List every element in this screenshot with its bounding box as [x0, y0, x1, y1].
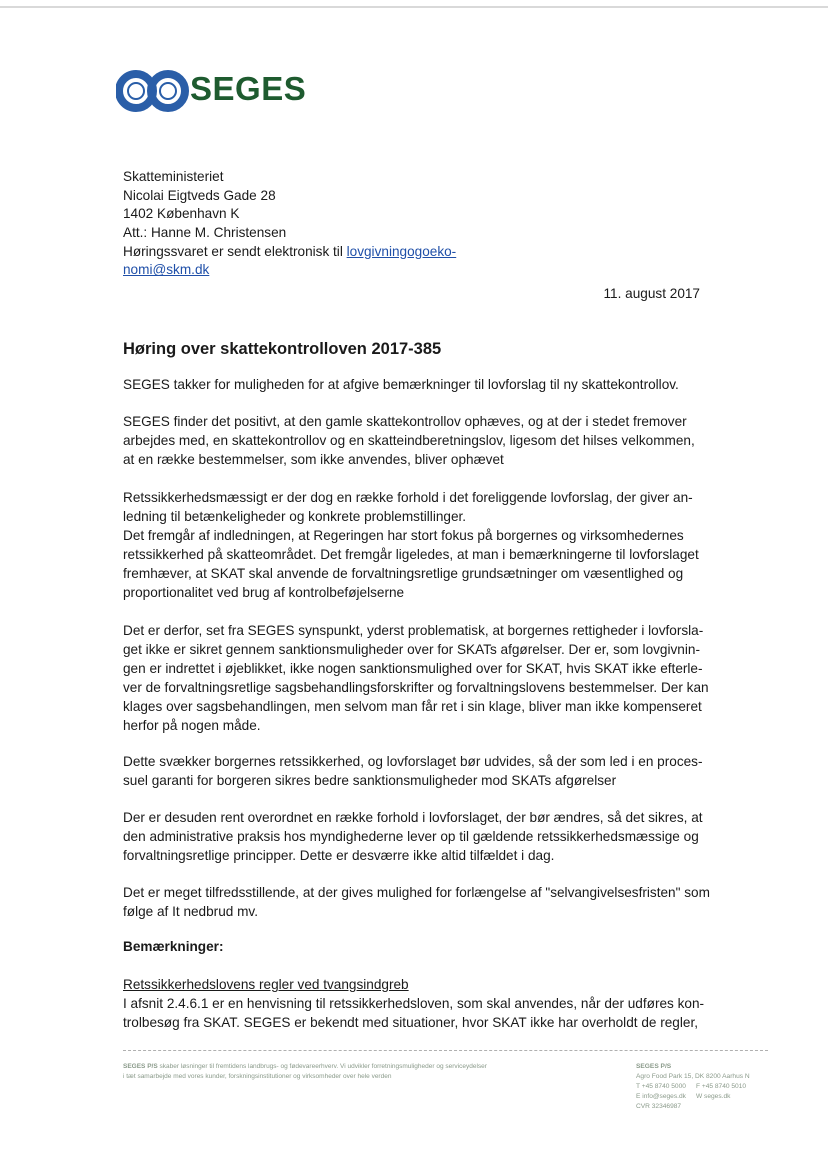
- footer-email[interactable]: E info@seges.dk: [636, 1093, 686, 1100]
- email-link-continued[interactable]: nomi@skm.dk: [123, 262, 210, 278]
- recipient-line: Nicolai Eigtveds Gade 28: [123, 187, 276, 203]
- text-line: forvaltningsretlige principper. Dette er desværre ikke altid tilfældet i dag.: [123, 848, 555, 864]
- recipient-line: 1402 København K: [123, 206, 240, 222]
- text-line: Dette svækker borgernes retssikkerhed, og lovforslaget bør udvides, så der som led i en proces-: [123, 754, 703, 769]
- footer-web[interactable]: W seges.dk: [696, 1093, 731, 1100]
- recipient-line: Skatteministeriet: [123, 169, 224, 184]
- logo-wordmark: SEGES: [190, 70, 307, 107]
- text-line: SEGES takker for muligheden for at afgive bemærkninger til lovforslag til ny skattekontrollov.: [123, 377, 679, 392]
- text-line: ver de forvaltningsretlige sagsbehandlingsforskrifter og forvaltningslovens bestemmelser. Der kan: [123, 680, 709, 696]
- recipient-address: [123, 168, 708, 280]
- scan-edge-line: [0, 6, 828, 8]
- text-line: SEGES finder det positivt, at den gamle skattekontrollov ophæves, og at der i stedet fremover: [123, 414, 687, 429]
- text-line: arbejdes med, en skattekontrollov og en skatteindberetningslov, ligesom det hilses velkommen,: [123, 433, 695, 449]
- text-line: Det er derfor, set fra SEGES synspunkt, yderst problematisk, at borgernes rettigheder i lovforsla-: [123, 623, 704, 638]
- text-line: proportionalitet ved brug af kontrolbeføjelserne: [123, 585, 405, 601]
- footer-address: Agro Food Park 15, DK 8200 Aarhus N: [636, 1073, 750, 1080]
- text-line: klages over sagsbehandlingen, men selvom man får ret i sin klage, bliver man ikke kompenseret: [123, 699, 702, 715]
- text-line: Retssikkerhedsmæssigt er der dog en række forhold i det foreliggende lovforslag, der giver an-: [123, 490, 693, 505]
- text-line: fremhæver, at SKAT skal anvende de forvaltningsretlige grundsætninger om væsentlighed og: [123, 566, 684, 582]
- footer-description: SEGES P/S skaber løsninger til fremtidens landbrugs- og fødevareerhverv. Vi udvikler forretningsmuligheder og serviceydelser i tæt samarbejde med vores kunder, forskningsinstitutioner og virksomheder over hele verden: [123, 1063, 487, 1080]
- text-line: at en række bestemmelser, som ikke anvendes, bliver ophævet: [123, 452, 504, 468]
- footer-phone: T +45 8740 5000: [636, 1083, 686, 1090]
- text-line: I afsnit 2.4.6.1 er en henvisning til retssikkerhedsloven, som skal anvendes, når der udføres kon-: [123, 996, 705, 1011]
- footer-contact: [636, 1062, 750, 1112]
- paragraph: [123, 488, 709, 603]
- paragraph: [123, 752, 709, 790]
- footer-company: SEGES P/S: [636, 1063, 672, 1070]
- text-line: den administrative praksis hos myndighederne lever op til gældende retssikkerhedsmæssige og: [123, 829, 699, 845]
- paragraph: [123, 808, 709, 865]
- paragraph: [123, 412, 709, 469]
- footer-fax: F +45 8740 5010: [696, 1083, 747, 1090]
- text-line: trolbesøg fra SKAT. SEGES er bekendt med situationer, hvor SKAT ikke har overholdt de regler,: [123, 1015, 698, 1031]
- paragraph: [123, 621, 709, 736]
- text-line: herfor på nogen måde.: [123, 718, 261, 734]
- text-line: Det fremgår af indledningen, at Regeringen har stort fokus på borgernes og virksomhedernes: [123, 528, 684, 544]
- text-line: gen er indrettet i øjeblikket, ikke nogen sanktionsmulighed over for SKAT, hvis SKAT ikke efterle-: [123, 661, 703, 677]
- document-title: Høring over skattekontrolloven 2017-385: [123, 340, 442, 358]
- text-line: Der er desuden rent overordnet en række forhold i lovforslaget, der bør ændres, så det sikres, at: [123, 810, 703, 825]
- subsection-heading: Retssikkerhedslovens regler ved tvangsindgreb: [123, 977, 409, 992]
- letter-date: 11. august 2017: [603, 286, 700, 301]
- seges-logo: [116, 68, 307, 114]
- text-line: ledning til betænkeligheder og konkrete problemstillinger.: [123, 509, 467, 525]
- footer-divider: [123, 1050, 768, 1051]
- email-link[interactable]: lovgivningogoeko-: [346, 243, 457, 259]
- paragraph: [123, 994, 709, 1032]
- section-heading: Bemærkninger:: [123, 939, 224, 954]
- submission-note: Høringssvaret er sendt elektronisk til lovgivningogoeko-: [123, 243, 457, 259]
- recipient-line: Att.: Hanne M. Christensen: [123, 225, 287, 241]
- text-line: retssikkerhed på skatteområdet. Det fremgår ligeledes, at man i bemærkningerne til lovforslaget: [123, 547, 699, 563]
- text-line: suel garanti for borgeren sikres bedre sanktionsmuligheder mod SKATs afgørelser: [123, 773, 617, 789]
- footer-line: i tæt samarbejde med vores kunder, forskningsinstitutioner og virksomheder over hele verden: [123, 1073, 392, 1080]
- footer-brand: SEGES P/S: [123, 1063, 158, 1070]
- text-line: følge af It nedbrud mv.: [123, 904, 258, 920]
- text-line: get ikke er sikret gennem sanktionsmuligheder over for SKATs afgørelser. Der er, som lovgivnin-: [123, 642, 700, 658]
- footer-cvr: CVR 32346987: [636, 1103, 682, 1110]
- paragraph: [123, 883, 709, 921]
- paragraph: [123, 375, 709, 394]
- logo-rings-icon: [116, 68, 192, 114]
- text-line: Det er meget tilfredsstillende, at der gives mulighed for forlængelse af "selvangivelsesfristen" som: [123, 885, 710, 900]
